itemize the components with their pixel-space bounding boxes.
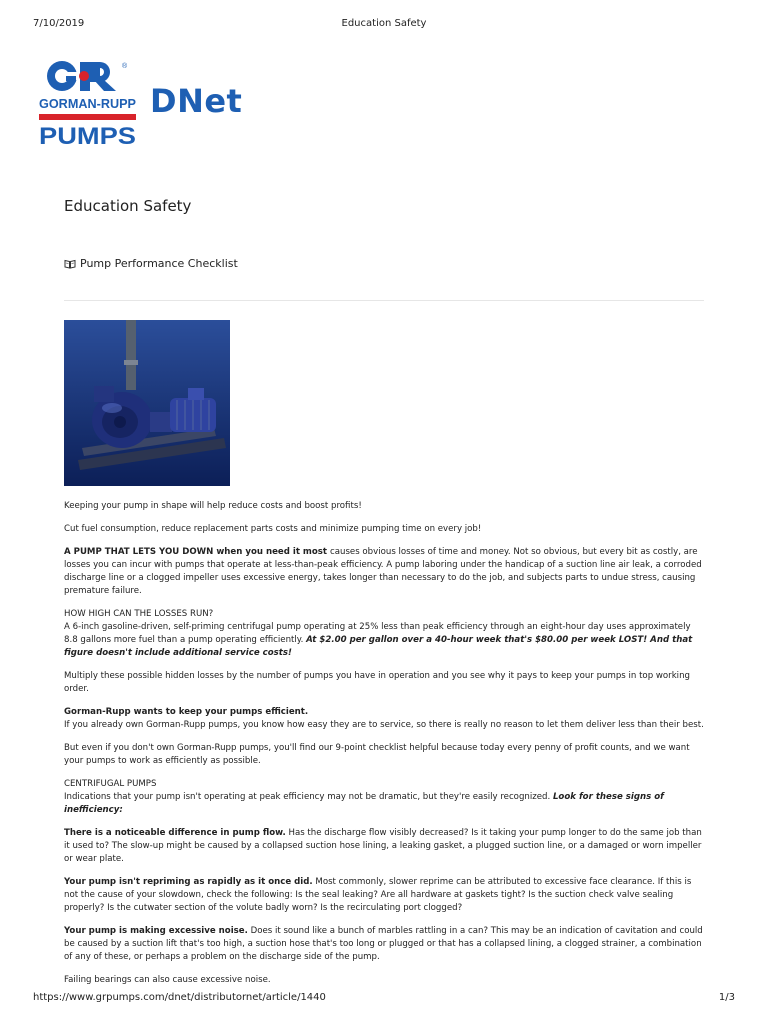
page-number: 1/3 — [718, 992, 735, 1003]
page-title: Education Safety — [64, 197, 192, 215]
paragraph-centrifugal — [64, 778, 704, 817]
registered-mark: ® — [122, 63, 128, 70]
paragraph-lead: Your pump isn't repriming as rapidly as it once did. — [64, 877, 313, 887]
section-heading: CENTRIFUGAL PUMPS — [64, 779, 157, 789]
paragraph-emphasis: Look for these signs of inefficiency: — [64, 792, 664, 815]
section-divider — [64, 300, 704, 301]
paragraph-checklist: But even if you don't own Gorman-Rupp pumps, you'll find our 9-point checklist helpful because today every penny of profit counts, and we want your pumps to work as efficiently as possible. — [64, 743, 690, 766]
article-body — [64, 500, 704, 997]
paragraph-lead-mid: when you need it most — [213, 547, 331, 557]
logo-line2: PUMPS — [39, 123, 136, 150]
logo-line1: GORMAN-RUPP — [39, 96, 137, 111]
intro-paragraph-2: Cut fuel consumption, reduce replacement parts costs and minimize pumping time on every job! — [64, 524, 482, 534]
paragraph-pump-lets-you-down — [64, 546, 704, 598]
section-heading: Gorman-Rupp wants to keep your pumps efficient. — [64, 707, 309, 717]
paragraph-gorman-rupp — [64, 706, 704, 732]
paragraph-bearings: Failing bearings can also cause excessive noise. — [64, 975, 271, 985]
paragraph-repriming — [64, 876, 704, 915]
dnet-wordmark: DNet — [150, 82, 243, 120]
paragraph-multiply: Multiply these possible hidden losses by the number of pumps you have in operation and you see why it pays to keep your pumps in top working order. — [64, 671, 690, 694]
paragraph-lead: Your pump is making excessive noise. — [64, 926, 248, 936]
paragraph-text: Indications that your pump isn't operating at peak efficiency may not be dramatic, but they're easily recognized. — [64, 792, 553, 802]
paragraph-noise — [64, 925, 704, 964]
paragraph-text: A 6-inch gasoline-driven, self-priming centrifugal pump operating at 25% less than peak efficiency through an eight-hour day uses approximately 8.8 gallons more fuel than a pump operating efficiently. — [64, 622, 691, 645]
paragraph-pump-flow — [64, 827, 704, 866]
print-title: Education Safety — [341, 18, 427, 29]
pump-photo — [64, 320, 230, 486]
paragraph-emphasis: At $2.00 per gallon over a 40-hour week that's $80.00 per week LOST! And that figure doesn't include additional service costs! — [64, 635, 693, 658]
paragraph-text: Does it sound like a bunch of marbles rattling in a can? This may be an indication of cavitation and could be caused by a suction lift that's too high, a suction hose that's too long or plugged or that has a collapsed lining, a clogged strainer, a combination of any of these, or perhaps a problem on the discharge side of the pump. — [64, 926, 703, 962]
print-date: 7/10/2019 — [33, 18, 85, 29]
book-icon — [64, 259, 76, 269]
checklist-link-label[interactable]: Pump Performance Checklist — [80, 257, 238, 270]
paragraph-losses — [64, 608, 704, 660]
paragraph-lead: There is a noticeable difference in pump flow. — [64, 828, 286, 838]
section-heading: HOW HIGH CAN THE LOSSES RUN? — [64, 609, 214, 619]
print-url: https://www.grpumps.com/dnet/distributornet/article/1440 — [33, 992, 326, 1003]
paragraph-text: Most commonly, slower reprime can be attributed to excessive face clearance. If this is not the cause of your slowdown, check the following: Is the seal leaking? Are all hardware at gaskets tight? Is the suction check valve sealing properly? Is the cutwater section of the volute badly worn? Is the recirculating port clogged? — [64, 877, 692, 913]
gorman-rupp-logo — [38, 58, 142, 150]
paragraph-text: causes obvious losses of time and money. Not so obvious, but every bit as costly, are losses you can incur with pumps that operate at less-than-peak efficiency. A pump laboring under the handicap of a suction line air leak, a corroded discharge line or a clogged impeller uses excessive energy, takes longer than necessary to do the job, and subjects parts to undue stress, causing premature failure. — [64, 547, 702, 596]
paragraph-lead: A PUMP THAT LETS YOU DOWN — [64, 547, 214, 557]
intro-paragraph-1: Keeping your pump in shape will help reduce costs and boost profits! — [64, 501, 362, 511]
pump-checklist-link[interactable] — [64, 257, 238, 270]
paragraph-text: If you already own Gorman-Rupp pumps, you know how easy they are to service, so there is really no reason to let them deliver less than their best. — [64, 720, 704, 730]
paragraph-text: Has the discharge flow visibly decreased? Is it taking your pump longer to do the same job than it used to? The slow-up might be caused by a collapsed suction hose lining, a leaking gasket, a plugged suction line, or a damaged or worn impeller or wear plate. — [64, 828, 702, 864]
